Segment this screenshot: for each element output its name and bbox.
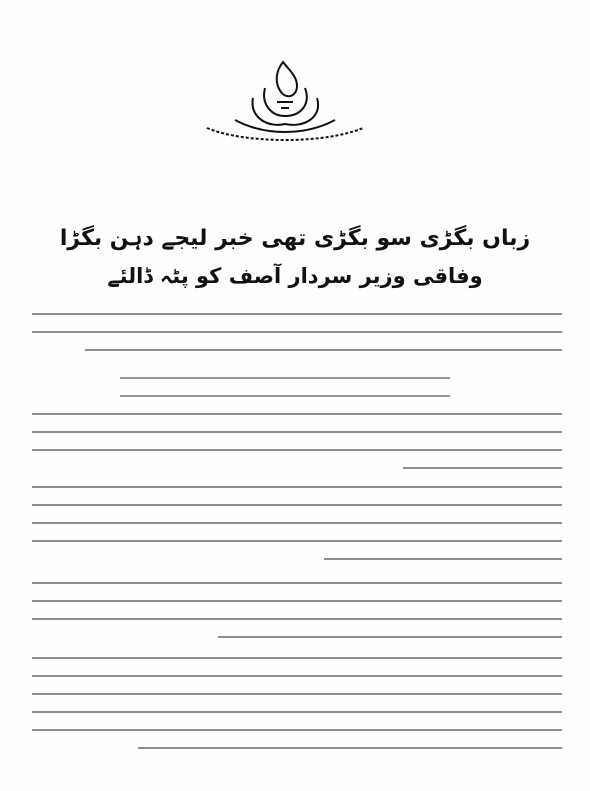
emblem-calligraphy [205, 58, 365, 148]
paragraph-3 [32, 486, 562, 576]
paragraph-4 [32, 582, 562, 654]
paragraph-5 [32, 657, 562, 765]
paragraph-1 [32, 313, 562, 367]
paragraph-2 [32, 413, 562, 485]
headline: زباں بگڑی سو بگڑی تھی خبر لیجے دہن بگڑا [59, 226, 531, 251]
verse-couplet [120, 377, 450, 413]
subheadline: وفاقی وزیر سردار آصف کو پٹہ ڈالئے [107, 264, 483, 288]
